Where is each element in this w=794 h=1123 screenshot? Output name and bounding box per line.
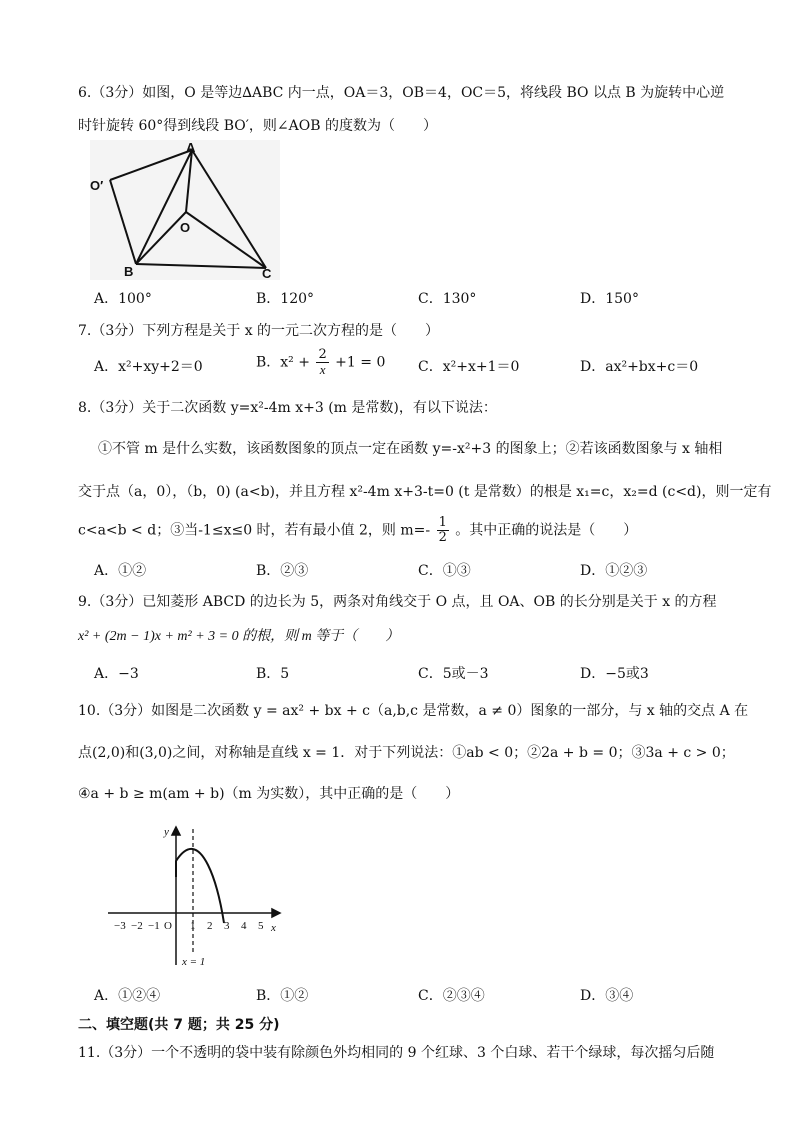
q9-option-d: D．−5或3	[580, 666, 649, 682]
q6-label-O: O	[180, 220, 191, 235]
q10-option-b: B．①②	[256, 988, 309, 1004]
q7-option-b-suffix: +1 = 0	[335, 354, 386, 371]
q6-option-a: A．100°	[94, 291, 152, 307]
q6-label-B: B	[124, 264, 134, 279]
q8-option-d: D．①②③	[580, 563, 648, 579]
q9-stem-line2: x² + (2m − 1)x + m² + 3 = 0 的根，则 m 等于（ ）	[78, 629, 400, 644]
q6-stem-line2: 时针旋转 60°得到线段 BO′，则∠AOB 的度数为（ ）	[78, 118, 437, 134]
q8-line4-prefix: c<a<b < d；③当-1≤x≤0 时，若有最小值 2，则 m=-	[78, 522, 431, 539]
q10-tick-1: 1	[190, 920, 196, 932]
q8-line4-denominator: 2	[438, 530, 447, 545]
q10-stem-line3: ④a + b ≥ m(am + b)（m 为实数），其中正确的是（ ）	[78, 786, 460, 802]
q10-tick-5: 5	[258, 920, 264, 932]
q8-line4-numerator: 1	[438, 515, 447, 530]
q6-label-Oprime: O′	[90, 178, 104, 193]
q10-tick-3: 3	[224, 920, 230, 932]
q10-option-d: D．③④	[580, 988, 634, 1004]
q10-parabola	[176, 849, 224, 923]
q10-tick-4: 4	[241, 920, 247, 932]
q6-option-b: B．120°	[256, 291, 315, 307]
section-2-heading: 二、填空题(共 7 题；共 25 分)	[78, 1017, 280, 1033]
q10-tick-neg2: −2	[131, 920, 143, 932]
q10-label-symmetry: x = 1	[182, 956, 206, 968]
q10-x-arrow	[272, 909, 280, 917]
q10-label-x: x	[271, 922, 276, 934]
q10-option-a: A．①②④	[94, 988, 161, 1004]
q6-label-C: C	[262, 266, 272, 280]
q10-y-arrow	[172, 827, 180, 835]
q11-stem-line1: 11.（3分）一个不透明的袋中装有除颜色外均相同的 9 个红球、3 个白球、若干个绿球，每次摇匀后随	[78, 1045, 715, 1061]
q10-tick-2: 2	[207, 920, 213, 932]
q9-option-b: B．5	[256, 666, 290, 682]
q10-tick-neg1: −1	[148, 920, 160, 932]
q8-option-c: C．①③	[418, 563, 471, 579]
q7-option-b-prefix: B．x² +	[256, 354, 310, 371]
q10-label-y: y	[164, 826, 169, 838]
q7-option-b-fraction	[316, 348, 328, 377]
q6-label-A: A	[186, 140, 196, 155]
q6-option-c: C．130°	[418, 291, 477, 307]
q7-option-d: D．ax²+bx+c＝0	[580, 359, 699, 375]
q6-option-d: D．150°	[580, 291, 639, 307]
q10-tick-neg3: −3	[114, 920, 126, 932]
q7-stem: 7.（3分）下列方程是关于 x 的一元二次方程的是（ ）	[78, 323, 440, 339]
q8-stem-line3: 交于点（a，0），（b，0) (a<b)，并且方程 x²-4m x+3-t=0 (t 是常数）的根是 x₁=c，x₂=d (c<d)，则一定有	[78, 484, 772, 500]
q8-stem-line1: 8.（3分）关于二次函数 y=x²-4m x+3 (m 是常数)，有以下说法：	[78, 400, 497, 416]
q6-figure	[90, 140, 280, 280]
q6-stem-line1: 6.（3分）如图，O 是等边∆ABC 内一点，OA＝3，OB＝4，OC＝5，将线段 BO 以点 B 为旋转中心逆	[78, 85, 725, 101]
q8-line4-suffix: 。其中正确的说法是（ ）	[455, 522, 638, 539]
q10-stem-line1: 10.（3分）如图是二次函数 y = ax² + bx + c（a,b,c 是常数，a ≠ 0）图象的一部分，与 x 轴的交点 A 在	[78, 703, 749, 719]
q7-option-c: C．x²+x+1＝0	[418, 359, 520, 375]
q8-stem-line4	[78, 516, 637, 545]
q8-line4-fraction	[437, 516, 449, 545]
q7-option-b	[256, 348, 385, 377]
q10-graph	[100, 815, 285, 975]
q7-option-b-numerator: 2	[318, 347, 327, 362]
q8-option-a: A．①②	[94, 563, 147, 579]
q9-option-c: C．5或－3	[418, 666, 489, 682]
q7-option-a: A．x²+xy+2＝0	[94, 359, 203, 375]
q8-stem-line2: ①不管 m 是什么实数，该函数图象的顶点一定在函数 y=-x²+3 的图象上；②若该函数图象与 x 轴相	[98, 441, 723, 457]
q10-option-c: C．②③④	[418, 988, 485, 1004]
q8-option-b: B．②③	[256, 563, 309, 579]
q10-tick-origin: O	[164, 920, 172, 932]
q10-stem-line2: 点(2,0)和(3,0)之间，对称轴是直线 x = 1．对于下列说法：①ab < 0；②2a + b = 0；③3a + c > 0；	[78, 745, 735, 761]
q7-option-b-denominator: x	[319, 362, 326, 377]
q9-option-a: A．−3	[94, 666, 139, 682]
q9-stem-line1: 9.（3分）已知菱形 ABCD 的边长为 5，两条对角线交于 O 点，且 OA、OB 的长分别是关于 x 的方程	[78, 594, 717, 610]
